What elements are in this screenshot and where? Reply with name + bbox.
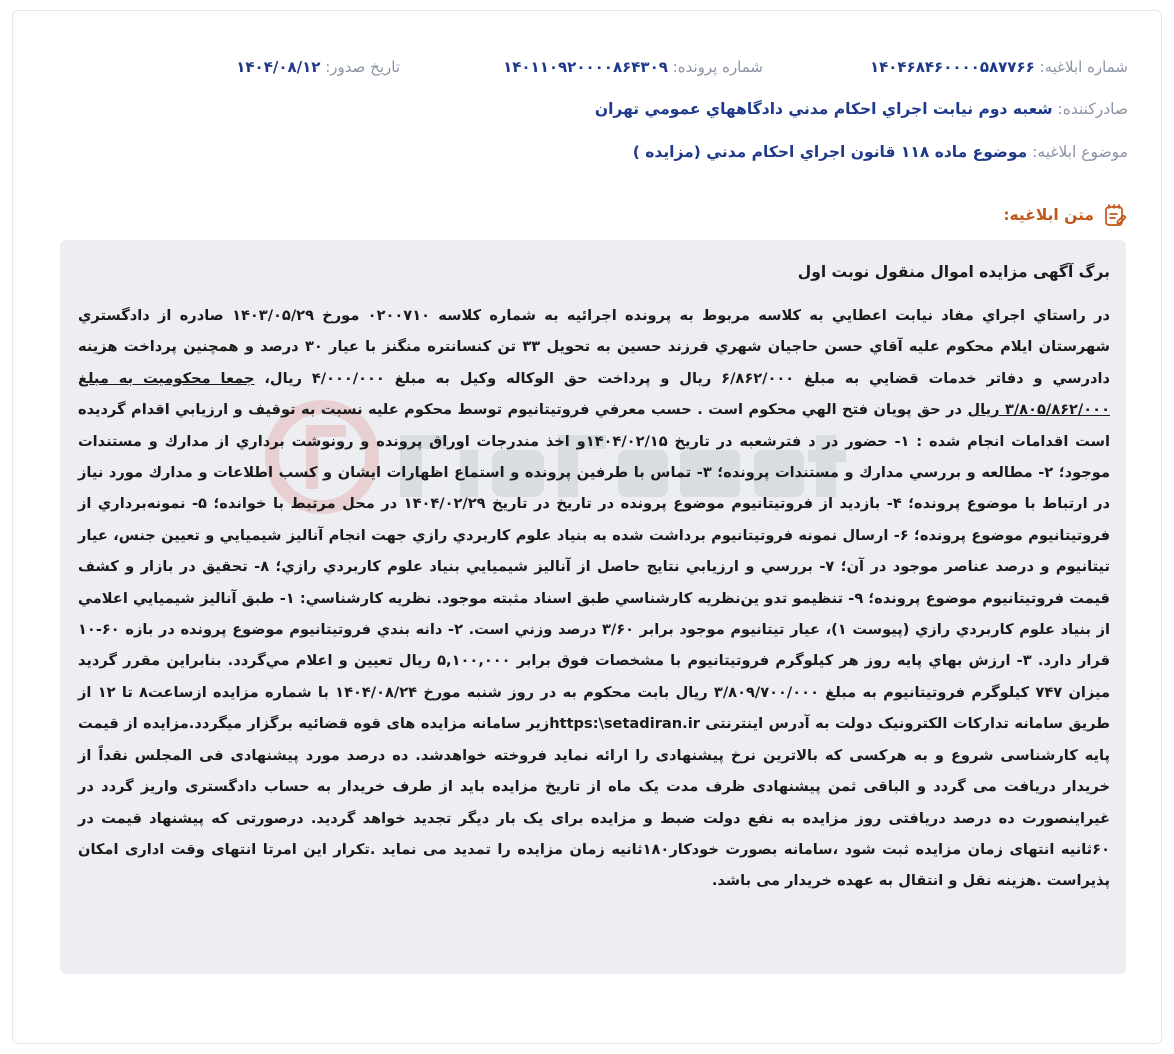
notice-text-heading [1003,202,1128,228]
notice-body [78,300,1110,897]
notice-text-title: متن ابلاغیه: [1003,206,1094,224]
subject-label: موضوع ابلاغیه: [1032,143,1128,161]
subject-row [633,143,1128,161]
case-number [503,58,763,76]
issuer-row [595,100,1128,118]
total-judgment-amount: جمعا محكوميت به مبلغ ۳/۸۰۵/۸۶۲/۰۰۰ ريال [78,369,1110,419]
notice-body-part1: در راستاي اجراي مفاد نيابت اعطايي به كلاسه مربوط به پرونده اجرائيه به شماره كلاسه ۰۲۰۰۷۱۰ مورخ ۱۴۰۳/۰۵/۲۹ صادره از دادگستري شهرستان ايلام محكوم عليه آقاي حسن حاجيان شهري فرزند حسين به تحويل ۳۳ تن كنسانتره منگنز با عيار ۳۰ درصد و همچنين پرداخت هزينه دادرسي و دفاتر خدمات قضايي به مبلغ ۶/۸۶۲/۰۰۰ ريال و پرداخت حق الوكاله وكيل به مبلغ ۴/۰۰۰/۰۰۰ ريال، [78,307,1110,387]
notice-body-part2: در حق پويان فتح الهي محكوم است . حسب معرفي فروتيتانيوم توسط محكوم عليه نسبت به توقيف و ارزيابي اقدام گرديده است اقدامات انجام شده : ۱- حضور در د فترشعبه در تاريخ ۱۴۰۴/۰۲/۱۵و اخذ مندرجات اوراق پرونده و رونوشت برداري از مدارك و مستندات موجود؛ ۲- مطالعه و بررسي مدارك و مستندات پرونده؛ ۳- تماس با طرفين پرونده و استماع اظهارات ايشان و كسب اطلاعات و مدارك مورد نياز در ارتباط با موضوع پرونده؛ ۴- بازديد از فروتيتانيوم موضوع پرونده در تاريخ در تاريخ ۱۴۰۴/۰۲/۲۹ در محل مرتبط با خوانده؛ ۵- نمونه‌برداري از فروتيتانيوم موضوع پرونده؛ ۶- ارسال نمونه فروتيتانيوم برداشت شده به بنياد علوم كاربردي رازي جهت انجام آناليز شيميايي و تعيين جنس، عيار تيتانيوم و درصد عناصر موجود در آن؛ ۷- بررسي و ارزيابي نتايج حاصل از آناليز شيميايي بنياد علوم كاربردي رازي؛ ۸- تحقيق در بازار و كشف قيمت فروتيتانيوم موضوع پرونده؛ ۹- تنظيمو تدو ين‌نظريه كارشناسي طبق اسناد مثبته موجود. نظريه كارشناسي: ۱- طبق آناليز شيميايي اعلامي از بنياد علوم كاربردي رازي (پيوست ۱)، عيار تيتانيوم موجود برابر ۳/۶۰ درصد وزني است. ۲- دانه بندي فروتيتانيوم موضوع پرونده در بازه ۶۰-۱۰ قرار دارد. ۳- ارزش بهاي پايه روز هر كيلوگرم فروتيتانيوم با مشخصات فوق برابر ۵,۱۰۰,۰۰۰ ريال تعيين و اعلام مي‌گردد. بنابراين مقرر گرديد ميزان ۷۴۷ كيلوگرم فروتيتانيوم به مبلغ ۳/۸۰۹/۷۰۰/۰۰۰ ريال بابت محكوم به در روز شنبه مورخ ۱۴۰۴/۰۸/۲۴ با شماره مزايده ازساعت۸ تا ۱۲ از طريق سامانه تداركات الكترونيک دولت به آدرس اينترنتی https:\setadiran.irزير سامانه مزايده های قوه قضائيه برگزار ميگردد.مزايده از قيمت پايه كارشناسی شروع و به هركسی كه بالاترين نرخ پيشنهادی را ارائه نمايد فروخته خواهدشد. ده درصد مورد پيشنهادی فی المجلس نقداً از خريدار دريافت می گردد و الباقی ثمن پيشنهادی ظرف مدت يک ماه از تاريخ مزايده بايد از طرف خريدار به حساب دادگستری واريز گردد در غيراينصورت ده درصد دريافتی روز مزايده به نفع دولت ضبط و مزايده برای يک بار ديگر تجديد خواهد گرديد. درصورتی كه پيشنهاد قيمت در ۶۰ثانيه انتهای زمان مزايده ثبت شود ،سامانه بصورت خودكار۱۸۰ثانيه زمان مزايده را تمديد می نمايد .تكرار اين امرتا انتهای وقت اداری امكان پذيراست .هزينه نقل و انتقال به عهده خريدار می باشد. [78,401,1111,890]
notice-number-label: شماره ابلاغیه: [1039,58,1128,76]
subject-value: موضوع ماده ۱۱۸ قانون اجراي احكام مدني (مزايده ) [632,143,1028,161]
meta-row [48,58,1128,82]
notice-number-value: ۱۴۰۴۶۸۴۶۰۰۰۰۵۸۷۷۶۶ [869,58,1035,76]
issue-date-value: ۱۴۰۴/۰۸/۱۲ [236,58,321,76]
issuer-value: شعبه دوم نيابت اجراي احكام مدني دادگاههاي عمومي تهران [594,100,1053,118]
issue-date [236,58,400,76]
case-number-value: ۱۴۰۱۱۰۹۲۰۰۰۰۸۶۴۳۰۹ [503,58,668,76]
issuer-label: صادرکننده: [1057,100,1128,118]
notice-title: برگ آگهی مزایده اموال منقول نوبت اول [797,263,1110,281]
case-number-label: شماره پرونده: [672,58,763,76]
issue-date-label: تاریخ صدور: [325,58,400,76]
notice-number [870,58,1128,76]
note-pencil-icon [1102,202,1128,228]
notice-text-panel [60,240,1126,974]
